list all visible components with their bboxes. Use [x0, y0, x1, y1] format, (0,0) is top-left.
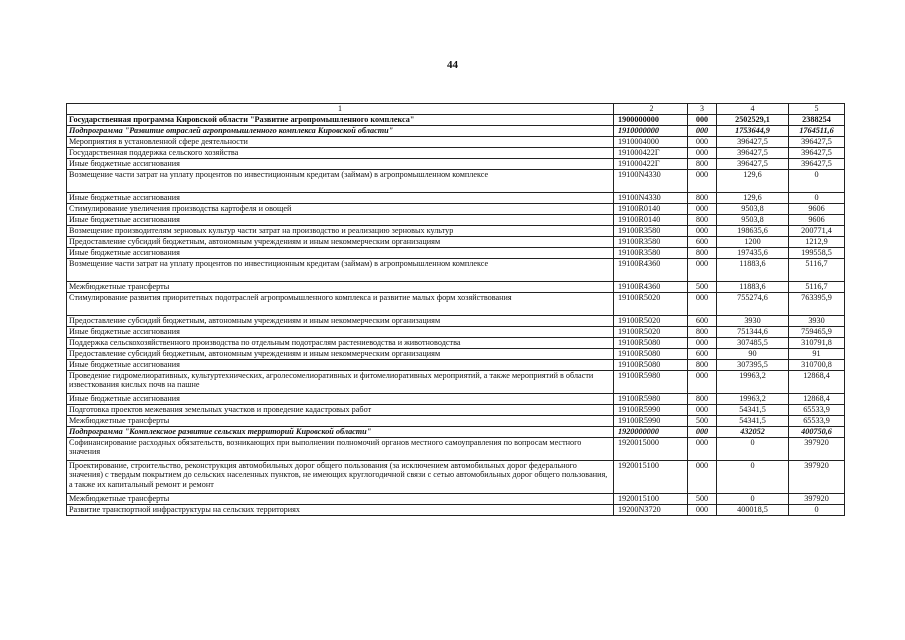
row-name: Подпрограмма "Развитие отраслей агропромышленного комплекса Кировской области" [67, 125, 614, 136]
row-code: 19100R4360 [614, 281, 688, 292]
row-type: 000 [688, 147, 717, 158]
table-row [67, 214, 845, 225]
row-name: Проведение гидромелиоративных, культуртехнических, агролесомелиоративных и фитомелиоративных мероприятий, а также мероприятий в области известкования кислых почв на пашне [67, 370, 614, 393]
row-type: 000 [688, 125, 717, 136]
row-type: 800 [688, 359, 717, 370]
row-value-2021: 2388254 [789, 114, 845, 125]
row-value-2020: 755274,6 [717, 292, 789, 315]
row-value-2021: 396427,5 [789, 136, 845, 147]
row-code: 19100R5080 [614, 348, 688, 359]
table-row [67, 404, 845, 415]
row-value-2021: 1212,9 [789, 236, 845, 247]
row-value-2020: 11883,6 [717, 258, 789, 281]
table-row [67, 158, 845, 169]
row-value-2021: 65533,9 [789, 404, 845, 415]
row-value-2020: 396427,5 [717, 158, 789, 169]
row-code: 1900000000 [614, 114, 688, 125]
row-value-2020: 0 [717, 493, 789, 504]
row-code: 1910000000 [614, 125, 688, 136]
row-name: Предоставление субсидий бюджетным, автономным учреждениям и иным некоммерческим организациям [67, 236, 614, 247]
row-name: Мероприятия в установленной сфере деятельности [67, 136, 614, 147]
row-value-2021: 763395,9 [789, 292, 845, 315]
row-code: 19100R3580 [614, 236, 688, 247]
row-value-2021: 3930 [789, 315, 845, 326]
row-code: 19100R5020 [614, 326, 688, 337]
row-value-2021: 12868,4 [789, 370, 845, 393]
row-type: 000 [688, 203, 717, 214]
table-row [67, 147, 845, 158]
row-value-2021: 397920 [789, 493, 845, 504]
row-value-2021: 397920 [789, 460, 845, 493]
row-value-2020: 198635,6 [717, 225, 789, 236]
row-type: 500 [688, 415, 717, 426]
row-code: 19100R3580 [614, 247, 688, 258]
row-type: 800 [688, 326, 717, 337]
row-name: Иные бюджетные ассигнования [67, 214, 614, 225]
row-name: Межбюджетные трансферты [67, 493, 614, 504]
table-row [67, 437, 845, 460]
budget-table-body [67, 104, 845, 516]
row-name: Подготовка проектов межевания земельных участков и проведение кадастровых работ [67, 404, 614, 415]
row-code: 19100N4330 [614, 169, 688, 192]
row-value-2020: 396427,5 [717, 136, 789, 147]
row-code: 191000422Г [614, 158, 688, 169]
row-code: 19200N3720 [614, 504, 688, 515]
row-value-2021: 0 [789, 169, 845, 192]
table-row [67, 393, 845, 404]
row-value-2021: 91 [789, 348, 845, 359]
row-value-2020: 54341,5 [717, 404, 789, 415]
row-value-2020: 3930 [717, 315, 789, 326]
header-col-3: 3 [688, 104, 717, 115]
row-code: 19100R4360 [614, 258, 688, 281]
row-name: Иные бюджетные ассигнования [67, 359, 614, 370]
row-value-2020: 1753644,9 [717, 125, 789, 136]
table-row [67, 192, 845, 203]
row-type: 600 [688, 348, 717, 359]
row-value-2020: 11883,6 [717, 281, 789, 292]
table-row [67, 247, 845, 258]
row-type: 800 [688, 247, 717, 258]
row-value-2021: 396427,5 [789, 158, 845, 169]
row-value-2020: 129,6 [717, 192, 789, 203]
row-name: Государственная программа Кировской области "Развитие агропромышленного комплекса" [67, 114, 614, 125]
row-code: 1920015000 [614, 437, 688, 460]
row-name: Стимулирование развития приоритетных подотраслей агропромышленного комплекса и развитие малых форм хозяйствования [67, 292, 614, 315]
budget-table [66, 103, 845, 516]
row-value-2020: 1200 [717, 236, 789, 247]
row-value-2020: 432052 [717, 426, 789, 437]
row-code: 1920015100 [614, 460, 688, 493]
row-value-2020: 307395,5 [717, 359, 789, 370]
row-code: 19100R0140 [614, 214, 688, 225]
table-row [67, 169, 845, 192]
row-value-2020: 751344,6 [717, 326, 789, 337]
row-code: 19100R0140 [614, 203, 688, 214]
row-type: 800 [688, 158, 717, 169]
table-row [67, 225, 845, 236]
header-col-4: 4 [717, 104, 789, 115]
page-number: 44 [447, 59, 458, 71]
header-col-1: 1 [67, 104, 614, 115]
row-value-2020: 129,6 [717, 169, 789, 192]
table-row [67, 236, 845, 247]
row-value-2020: 19963,2 [717, 370, 789, 393]
row-name: Стимулирование увеличения производства картофеля и овощей [67, 203, 614, 214]
row-name: Межбюджетные трансферты [67, 281, 614, 292]
row-code: 19100R5980 [614, 370, 688, 393]
table-row [67, 337, 845, 348]
row-code: 1920000000 [614, 426, 688, 437]
row-code: 19100N4330 [614, 192, 688, 203]
row-code: 191000422Г [614, 147, 688, 158]
row-value-2021: 396427,5 [789, 147, 845, 158]
row-code: 1910004000 [614, 136, 688, 147]
row-code: 19100R5080 [614, 337, 688, 348]
table-row [67, 426, 845, 437]
row-name: Подпрограмма "Комплексное развитие сельских территорий Кировской области" [67, 426, 614, 437]
row-value-2020: 400018,5 [717, 504, 789, 515]
row-type: 000 [688, 225, 717, 236]
row-type: 500 [688, 493, 717, 504]
row-value-2020: 54341,5 [717, 415, 789, 426]
row-name: Иные бюджетные ассигнования [67, 247, 614, 258]
row-value-2020: 0 [717, 437, 789, 460]
row-name: Возмещение части затрат на уплату процентов по инвестиционным кредитам (займам) в агропромышленном комплексе [67, 258, 614, 281]
row-name: Предоставление субсидий бюджетным, автономным учреждениям и иным некоммерческим организациям [67, 348, 614, 359]
table-row [67, 326, 845, 337]
row-value-2020: 396427,5 [717, 147, 789, 158]
row-value-2021: 310700,8 [789, 359, 845, 370]
row-value-2021: 400750,6 [789, 426, 845, 437]
row-name: Иные бюджетные ассигнования [67, 158, 614, 169]
row-code: 19100R5020 [614, 292, 688, 315]
row-code: 19100R5020 [614, 315, 688, 326]
row-value-2021: 5116,7 [789, 281, 845, 292]
row-name: Софинансирование расходных обязательств, возникающих при выполнении полномочий органов местного самоуправления по вопросам местного значения [67, 437, 614, 460]
table-row [67, 114, 845, 125]
row-type: 000 [688, 292, 717, 315]
table-row [67, 493, 845, 504]
row-type: 600 [688, 236, 717, 247]
row-name: Государственная поддержка сельского хозяйства [67, 147, 614, 158]
table-row [67, 370, 845, 393]
row-type: 800 [688, 214, 717, 225]
row-type: 000 [688, 370, 717, 393]
row-type: 800 [688, 192, 717, 203]
row-value-2021: 9606 [789, 214, 845, 225]
row-value-2021: 0 [789, 192, 845, 203]
table-row [67, 258, 845, 281]
table-row [67, 504, 845, 515]
row-name: Предоставление субсидий бюджетным, автономным учреждениям и иным некоммерческим организациям [67, 315, 614, 326]
row-value-2021: 199558,5 [789, 247, 845, 258]
row-value-2020: 307485,5 [717, 337, 789, 348]
table-row [67, 348, 845, 359]
row-value-2020: 2502529,1 [717, 114, 789, 125]
row-type: 000 [688, 460, 717, 493]
row-type: 000 [688, 426, 717, 437]
row-value-2021: 12868,4 [789, 393, 845, 404]
row-type: 000 [688, 337, 717, 348]
row-name: Иные бюджетные ассигнования [67, 326, 614, 337]
row-name: Межбюджетные трансферты [67, 415, 614, 426]
row-value-2021: 310791,8 [789, 337, 845, 348]
table-row [67, 460, 845, 493]
row-type: 000 [688, 404, 717, 415]
row-code: 1920015100 [614, 493, 688, 504]
row-name: Поддержка сельскохозяйственного производства по отдельным подотраслям растениеводства и животноводства [67, 337, 614, 348]
table-row [67, 415, 845, 426]
table-row [67, 136, 845, 147]
table-header-row [67, 104, 845, 115]
row-value-2021: 5116,7 [789, 258, 845, 281]
row-code: 19100R3580 [614, 225, 688, 236]
row-name: Возмещение производителям зерновых культур части затрат на производство и реализацию зерновых культур [67, 225, 614, 236]
row-type: 500 [688, 281, 717, 292]
row-value-2021: 759465,9 [789, 326, 845, 337]
row-value-2021: 397920 [789, 437, 845, 460]
row-type: 000 [688, 169, 717, 192]
row-name: Проектирование, строительство, реконструкция автомобильных дорог общего пользования (за исключением автомобильных дорог федерального значения) с твердым покрытием до сельских населенных пунктов, не имеющих круглогодичной связи с сетью автомобильных дорог общего пользования, а также их капитальный ремонт и ремонт [67, 460, 614, 493]
row-value-2021: 0 [789, 504, 845, 515]
table-row [67, 203, 845, 214]
table-row [67, 125, 845, 136]
row-value-2020: 9503,8 [717, 203, 789, 214]
row-value-2020: 9503,8 [717, 214, 789, 225]
row-value-2020: 0 [717, 460, 789, 493]
row-value-2020: 19963,2 [717, 393, 789, 404]
header-col-2: 2 [614, 104, 688, 115]
row-value-2021: 200771,4 [789, 225, 845, 236]
row-code: 19100R5980 [614, 393, 688, 404]
row-type: 600 [688, 315, 717, 326]
row-value-2020: 90 [717, 348, 789, 359]
header-col-5: 5 [789, 104, 845, 115]
table-row [67, 315, 845, 326]
row-type: 000 [688, 258, 717, 281]
row-name: Развитие транспортной инфраструктуры на сельских территориях [67, 504, 614, 515]
row-value-2021: 1764511,6 [789, 125, 845, 136]
row-code: 19100R5080 [614, 359, 688, 370]
table-row [67, 359, 845, 370]
row-type: 000 [688, 437, 717, 460]
row-type: 800 [688, 393, 717, 404]
row-name: Иные бюджетные ассигнования [67, 393, 614, 404]
row-value-2021: 9606 [789, 203, 845, 214]
row-name: Иные бюджетные ассигнования [67, 192, 614, 203]
row-type: 000 [688, 114, 717, 125]
row-name: Возмещение части затрат на уплату процентов по инвестиционным кредитам (займам) в агропромышленном комплексе [67, 169, 614, 192]
row-type: 000 [688, 504, 717, 515]
row-value-2020: 197435,6 [717, 247, 789, 258]
row-type: 000 [688, 136, 717, 147]
table-row [67, 292, 845, 315]
table-row [67, 281, 845, 292]
row-code: 19100R5990 [614, 404, 688, 415]
row-value-2021: 65533,9 [789, 415, 845, 426]
row-code: 19100R5990 [614, 415, 688, 426]
